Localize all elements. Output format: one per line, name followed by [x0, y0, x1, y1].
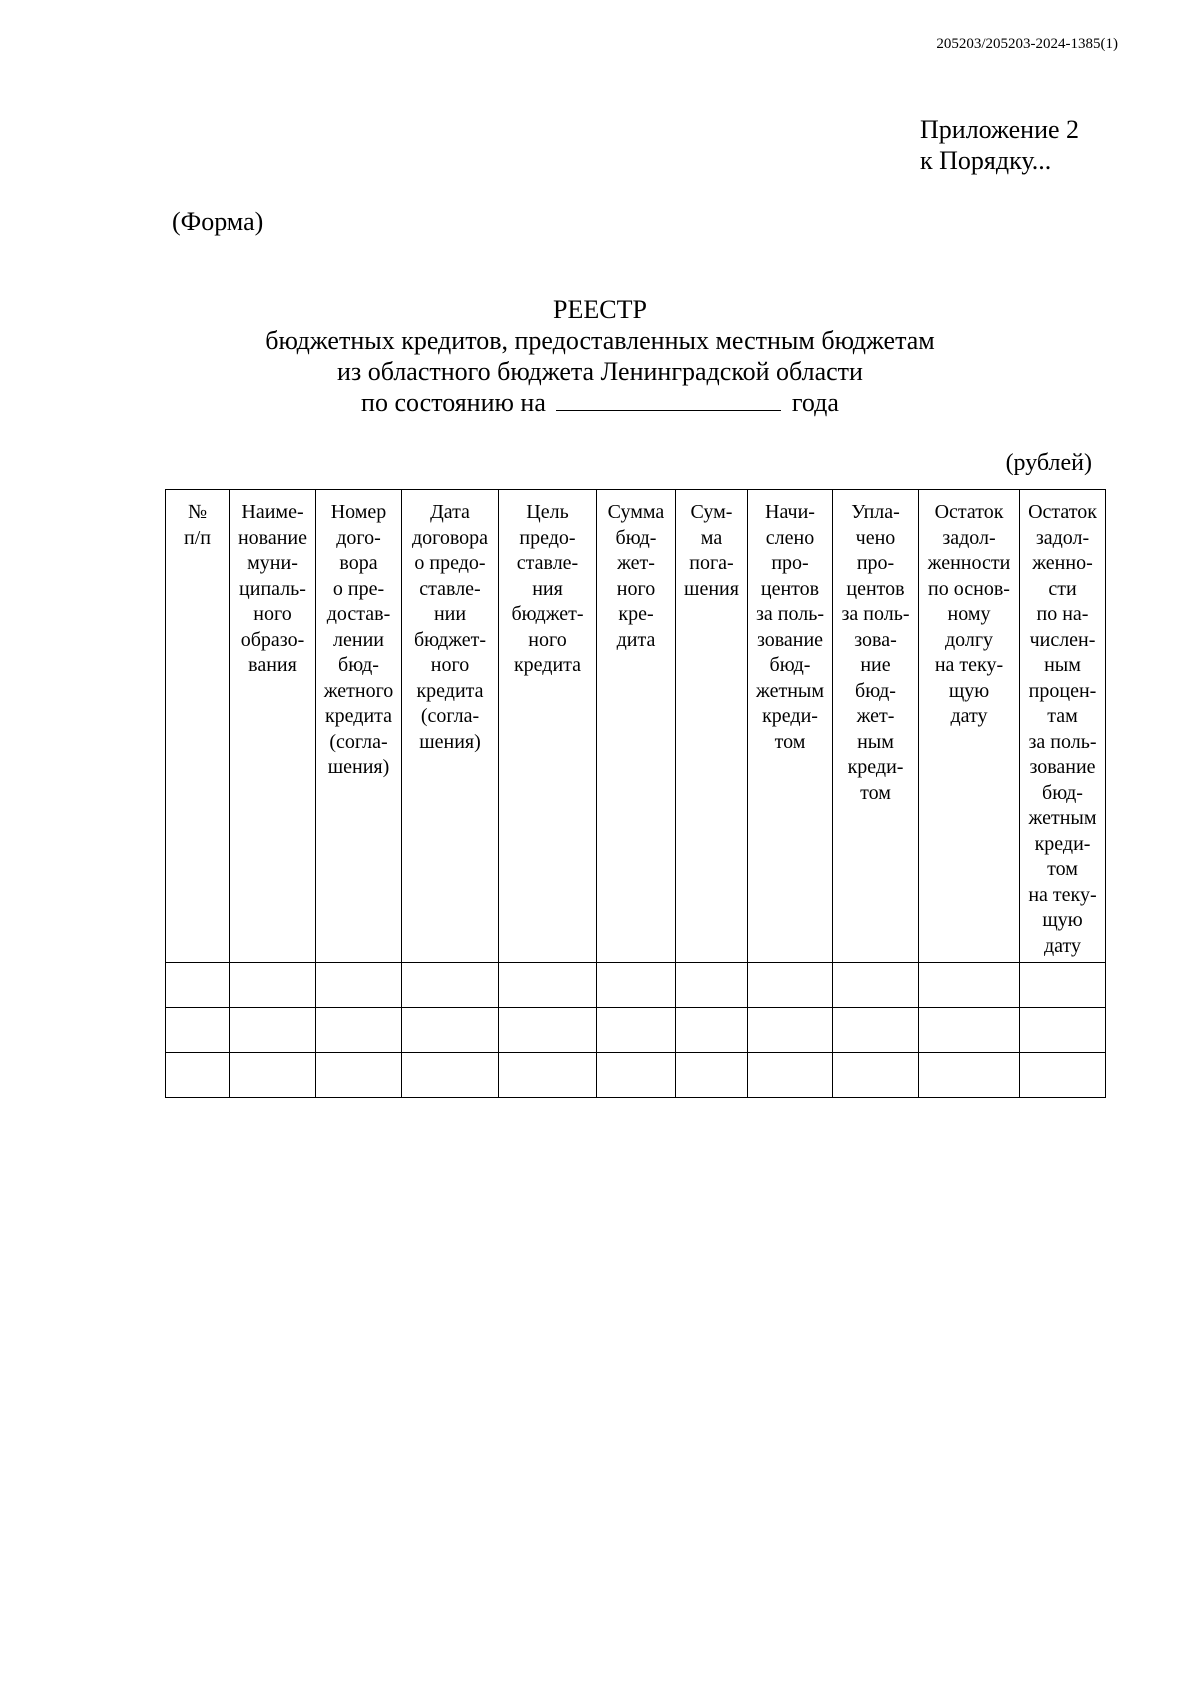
column-header-text: дита [616, 628, 656, 651]
column-header-text: № [187, 501, 208, 523]
column-header-text: лении [333, 628, 384, 651]
registry-table [165, 489, 1106, 1098]
column-header-text: креди- [847, 756, 904, 778]
column-header-text: там [1047, 705, 1078, 727]
column-header-text: кре- [618, 603, 654, 625]
column-header-text: Наиме- [241, 501, 304, 523]
column-header-text: шения) [419, 730, 481, 753]
title-line-3: из областного бюджета Ленинградской области [337, 357, 863, 386]
date-blank-field[interactable] [556, 388, 781, 411]
table-cell[interactable] [919, 1053, 1020, 1098]
table-cell[interactable] [833, 1053, 919, 1098]
column-header-text: вания [248, 654, 297, 676]
column-header-text: ципаль- [239, 577, 306, 600]
column-header-text: ма [700, 526, 723, 549]
column-header-text: о пре- [332, 577, 385, 600]
column-header-text: задол- [1035, 526, 1090, 549]
column-header-text: ставле- [516, 552, 579, 574]
table-cell[interactable] [230, 963, 316, 1008]
title-line-4 [0, 387, 1200, 418]
title-line-1: РЕЕСТР [553, 295, 647, 324]
column-header-text: ного [253, 603, 292, 625]
column-header-text: ние [860, 654, 891, 676]
table-row [166, 1008, 1106, 1053]
column-header-text: Остаток [1028, 501, 1097, 523]
column-header-text: Цель [526, 501, 569, 523]
column-header-text: бюд- [1042, 781, 1083, 804]
table-header-row [166, 490, 1106, 963]
title-date-suffix: года [791, 388, 839, 417]
units-label: (рублей) [1005, 450, 1092, 476]
column-header-text: ния [532, 577, 563, 600]
column-header-text: бюд- [615, 526, 657, 549]
column-header-text: Сумма [607, 501, 665, 523]
column-header-text: нование [237, 526, 308, 549]
appendix-reference [920, 114, 1079, 176]
column-header-text: дату [950, 705, 988, 727]
column-header-text: центов [760, 577, 820, 600]
table-cell[interactable] [402, 1008, 499, 1053]
document-id: 205203/205203-2024-1385(1) [936, 36, 1118, 52]
table-cell[interactable] [919, 963, 1020, 1008]
form-label: (Форма) [172, 207, 264, 236]
table-cell[interactable] [597, 1008, 676, 1053]
column-header-text: муни- [247, 552, 298, 574]
column-header-text: по на- [1036, 603, 1089, 625]
column-header-text: женности [927, 552, 1011, 574]
column-header-text: долгу [944, 628, 994, 651]
column-header-text: кредита [324, 705, 393, 727]
table-cell[interactable] [316, 1053, 402, 1098]
column-header-text: п/п [184, 526, 211, 549]
table-cell[interactable] [402, 963, 499, 1008]
column-header-text: зование [756, 628, 824, 651]
column-header-7 [676, 490, 748, 963]
column-header-text: про- [856, 552, 895, 574]
table-cell[interactable] [1020, 963, 1106, 1008]
column-header-text: зование [1029, 756, 1096, 778]
table-cell[interactable] [597, 1053, 676, 1098]
column-header-text: ным [1044, 654, 1081, 676]
column-header-text: бюд- [769, 654, 811, 676]
column-header-text: Упла- [851, 501, 900, 523]
column-header-text: Дата [430, 501, 470, 523]
column-header-text: том [1047, 858, 1078, 880]
column-header-text: ного [616, 577, 656, 600]
column-header-text: шения [684, 577, 739, 600]
column-header-text: Остаток [934, 501, 1004, 523]
column-header-text: образо- [240, 628, 305, 651]
column-header-text: бюд- [855, 679, 896, 702]
column-header-text: дату [1043, 934, 1081, 957]
column-header-text: бюджет- [413, 628, 487, 651]
column-header-text: по основ- [928, 577, 1010, 600]
table-cell[interactable] [402, 1053, 499, 1098]
column-header-text: том [774, 730, 806, 753]
column-header-text: жет- [856, 705, 895, 727]
table-cell[interactable] [316, 1008, 402, 1053]
column-header-text: пога- [689, 552, 734, 574]
column-header-text: жетным [756, 679, 824, 702]
column-header-5 [499, 490, 597, 963]
table-cell[interactable] [748, 1053, 833, 1098]
column-header-6 [597, 490, 676, 963]
table-cell[interactable] [1020, 1053, 1106, 1098]
title-line-2: бюджетных кредитов, предоставленных местным бюджетам [265, 326, 935, 355]
column-header-text: чено [855, 526, 896, 549]
column-header-text: ставле- [419, 577, 481, 600]
column-header-text: про- [771, 552, 809, 574]
table-cell[interactable] [597, 963, 676, 1008]
table-cell[interactable] [1020, 1008, 1106, 1053]
column-header-text: шения) [327, 756, 390, 778]
column-header-text: вора [339, 552, 378, 574]
column-header-text: (согла- [329, 730, 388, 753]
column-header-11 [1020, 490, 1106, 963]
column-header-text: том [860, 781, 891, 804]
column-header-10 [919, 490, 1020, 963]
column-header-3 [316, 490, 402, 963]
table-cell[interactable] [230, 1008, 316, 1053]
column-header-text: дого- [336, 526, 381, 549]
table-cell[interactable] [676, 963, 748, 1008]
column-header-text: Начи- [765, 501, 815, 523]
table-cell[interactable] [676, 1008, 748, 1053]
column-header-text: на теку- [1028, 883, 1097, 906]
column-header-1 [166, 490, 230, 963]
column-header-text: бюджет- [511, 603, 584, 625]
column-header-text: жетным [1028, 807, 1097, 829]
column-header-text: числен- [1029, 628, 1096, 651]
table-cell[interactable] [748, 963, 833, 1008]
column-header-text: креди- [1034, 832, 1091, 855]
appendix-line-1: Приложение 2 [920, 115, 1080, 144]
column-header-text: кредита [416, 679, 484, 702]
table-cell[interactable] [316, 963, 402, 1008]
column-header-text: достав- [326, 603, 391, 625]
column-header-text: креди- [762, 705, 818, 727]
column-header-text: жетного [323, 679, 394, 702]
column-header-2 [230, 490, 316, 963]
table-cell[interactable] [166, 1053, 230, 1098]
title-date-prefix: по состоянию на [361, 388, 546, 417]
column-header-text: бюд- [338, 654, 379, 676]
column-header-text: Номер [330, 501, 387, 523]
column-header-8 [748, 490, 833, 963]
column-header-text: за поль- [841, 603, 910, 625]
column-header-text: ным [857, 730, 894, 753]
column-header-text: за поль- [756, 603, 824, 625]
column-header-text: о предо- [414, 552, 486, 574]
column-header-text: жет- [617, 552, 655, 574]
table-cell[interactable] [230, 1053, 316, 1098]
column-header-text: за поль- [1028, 730, 1097, 753]
table-cell[interactable] [499, 1008, 597, 1053]
column-header-text: сти [1048, 577, 1077, 600]
column-header-text: центов [846, 577, 905, 600]
document-title [0, 294, 1200, 418]
table-row [166, 1053, 1106, 1098]
table-cell[interactable] [499, 1053, 597, 1098]
column-header-text: ного [528, 628, 567, 651]
column-header-text: нии [433, 603, 467, 625]
appendix-line-2: к Порядку... [920, 146, 1052, 175]
column-header-text: щую [1042, 909, 1083, 931]
column-header-text: щую [948, 679, 990, 702]
table-cell[interactable] [833, 963, 919, 1008]
table-cell[interactable] [748, 1008, 833, 1053]
column-header-text: ному [947, 603, 991, 625]
column-header-text: (согла- [420, 705, 480, 727]
column-header-text: ного [430, 654, 470, 676]
table-row [166, 963, 1106, 1008]
table-cell[interactable] [166, 1008, 230, 1053]
column-header-text: слено [765, 526, 815, 549]
column-header-text: договора [411, 526, 489, 549]
column-header-4 [402, 490, 499, 963]
column-header-text: на теку- [934, 654, 1004, 676]
table-cell[interactable] [833, 1008, 919, 1053]
column-header-text: процен- [1028, 679, 1097, 702]
table-cell[interactable] [919, 1008, 1020, 1053]
column-header-text: женно- [1032, 552, 1093, 574]
column-header-text: зова- [854, 628, 897, 651]
column-header-text: задол- [942, 526, 996, 549]
table-cell[interactable] [499, 963, 597, 1008]
column-header-text: Сум- [690, 501, 733, 523]
column-header-9 [833, 490, 919, 963]
table-body [166, 963, 1106, 1098]
column-header-text: предо- [519, 526, 576, 549]
column-header-text: кредита [513, 654, 582, 676]
table-cell[interactable] [166, 963, 230, 1008]
table-cell[interactable] [676, 1053, 748, 1098]
